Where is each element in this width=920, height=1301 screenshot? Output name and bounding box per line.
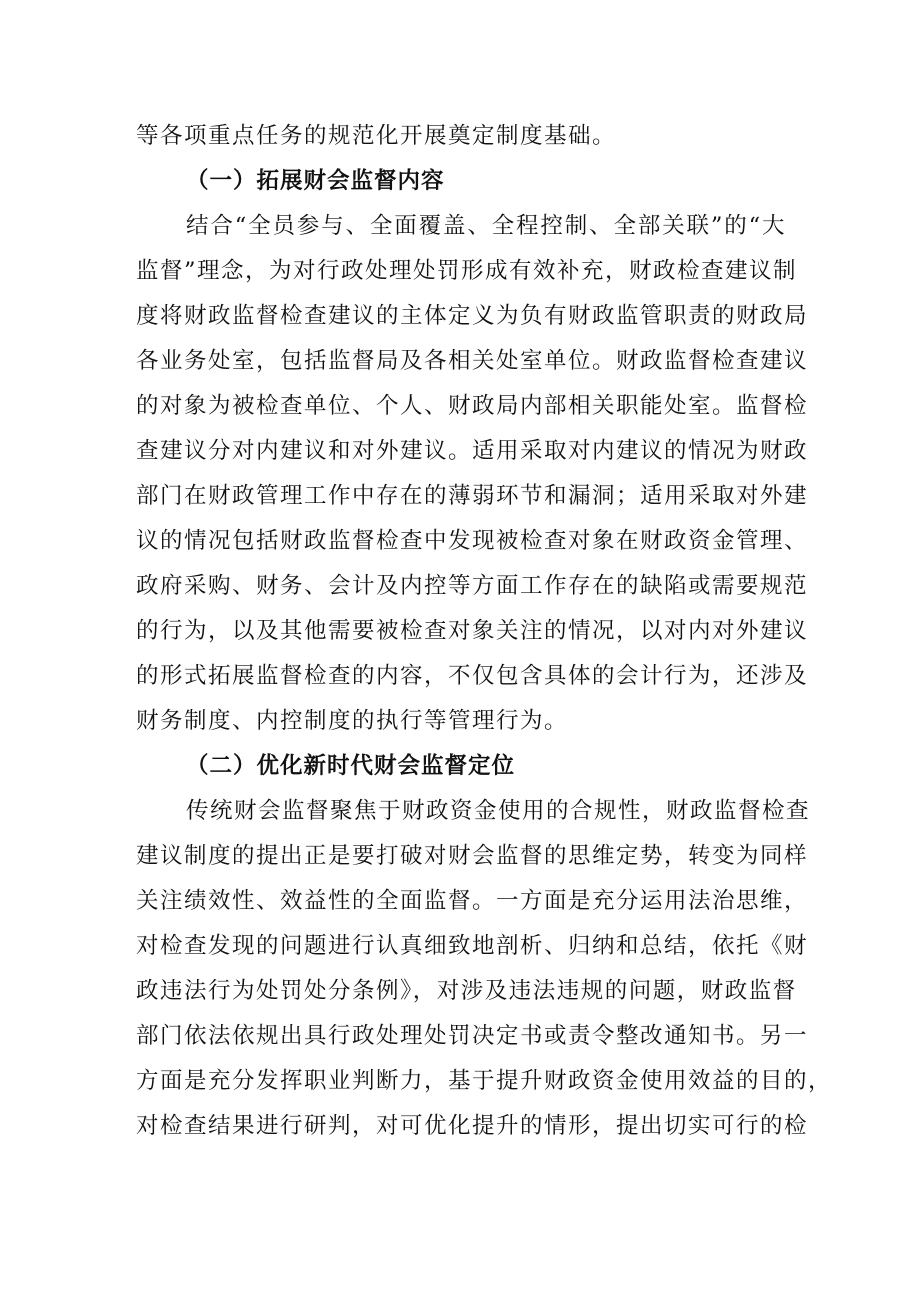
paragraph-1-line-9: 政府采购、财务、会计及内控等方面工作存在的缺陷或需要规范 (136, 573, 809, 599)
paragraph-1-line-8: 议的情况包括财政监督检查中发现被检查对象在财政资金管理、 (136, 528, 809, 554)
paragraph-1-line-11: 的形式拓展监督检查的内容，不仅包含具体的会计行为，还涉及 (136, 663, 809, 689)
paragraph-2-line-6: 部门依法依规出具行政处理处罚决定书或责令整改通知书。另一 (136, 1023, 809, 1049)
section-heading-2: （二）优化新时代财会监督定位 (186, 753, 516, 779)
paragraph-0-line-1: 等各项重点任务的规范化开展奠定制度基础。 (136, 123, 617, 149)
paragraph-1-line-6: 查建议分对内建议和对外建议。适用采取对内建议的情况为财政 (136, 438, 809, 464)
section-heading-1: （一）拓展财会监督内容 (186, 168, 445, 194)
paragraph-1-line-12: 财务制度、内控制度的执行等管理行为。 (136, 708, 569, 734)
paragraph-2-line-4: 对检查发现的问题进行认真细致地剖析、归纳和总结，依托《财 (136, 933, 809, 959)
paragraph-1-line-3: 度将财政监督检查建议的主体定义为负有财政监管职责的财政局 (136, 303, 809, 329)
paragraph-1-line-7: 部门在财政管理工作中存在的薄弱环节和漏洞；适用采取对外建 (136, 483, 809, 509)
paragraph-2-line-8: 对检查结果进行研判，对可优化提升的情形，提出切实可行的检 (136, 1113, 809, 1139)
paragraph-2-line-1: 传统财会监督聚焦于财政资金使用的合规性，财政监督检查 (186, 798, 811, 824)
paragraph-1-line-5: 的对象为被检查单位、个人、财政局内部相关职能处室。监督检 (136, 393, 809, 419)
paragraph-2-line-7: 方面是充分发挥职业判断力，基于提升财政资金使用效益的目的， (136, 1068, 833, 1094)
paragraph-2-line-5: 政违法行为处罚处分条例》，对涉及违法违规的问题，财政监督 (136, 978, 797, 1004)
paragraph-1-line-4: 各业务处室，包括监督局及各相关处室单位。财政监督检查建议 (136, 348, 809, 374)
paragraph-2-line-3: 关注绩效性、效益性的全面监督。一方面是充分运用法治思维， (136, 888, 809, 914)
paragraph-1-line-10: 的行为，以及其他需要被检查对象关注的情况，以对内对外建议 (136, 618, 809, 644)
paragraph-2-line-2: 建议制度的提出正是要打破对财会监督的思维定势，转变为同样 (136, 843, 809, 869)
paragraph-1-line-2: 监督”理念，为对行政处理处罚形成有效补充，财政检查建议制 (136, 258, 798, 284)
paragraph-1-line-1: 结合“全员参与、全面覆盖、全程控制、全部关联”的“大 (186, 213, 786, 239)
